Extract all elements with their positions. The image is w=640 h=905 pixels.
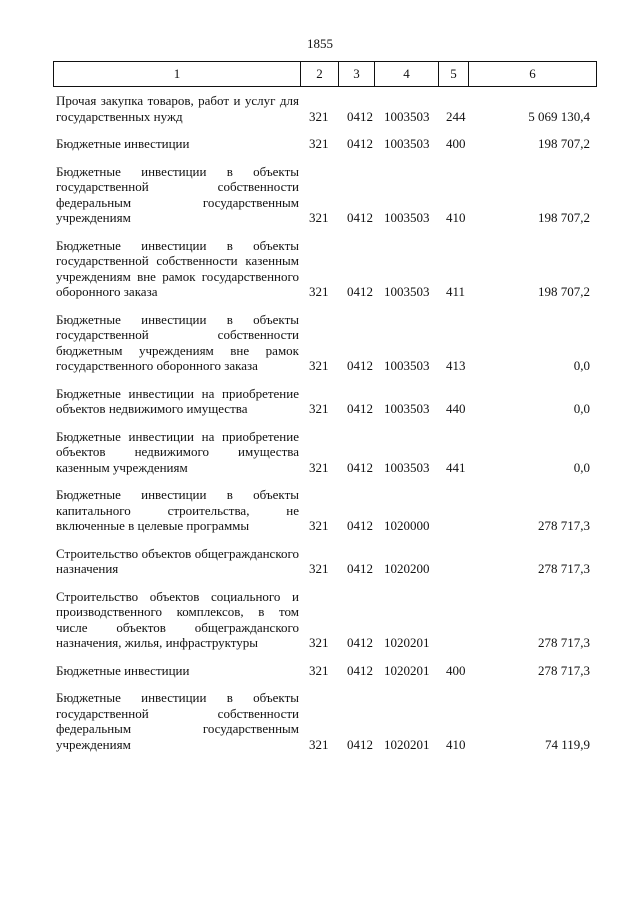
row-description: Бюджетные инвестиции на приобретение объектов недвижимого имущества [56, 385, 299, 416]
row-col-2: 321 [309, 108, 329, 124]
row-col-4: 1020201 [384, 635, 430, 650]
column-header-5: 5 [439, 62, 469, 87]
row-col-3: 0412 [347, 210, 373, 225]
row-col-2: 321 [309, 401, 329, 416]
row-col-3: 0412 [347, 358, 373, 373]
row-col-2: 321 [309, 736, 329, 752]
row-description: Прочая закупка товаров, работ и услуг для государственных нужд [56, 93, 299, 124]
row-col-2: 321 [309, 518, 329, 533]
row-col-5: 400 [446, 136, 466, 151]
table-row [53, 589, 596, 651]
table-row [53, 663, 596, 679]
row-col-6: 278 717,3 [538, 561, 590, 576]
row-col-2: 321 [309, 284, 329, 299]
row-col-3: 0412 [347, 635, 373, 650]
row-col-5: 441 [446, 459, 466, 475]
column-header-1: 1 [54, 62, 301, 87]
row-col-5: 400 [446, 662, 466, 678]
row-col-3: 0412 [347, 736, 373, 752]
row-col-4: 1020201 [384, 736, 430, 752]
row-col-5: 440 [446, 401, 466, 416]
row-col-2: 321 [309, 358, 329, 373]
row-description: Бюджетные инвестиции в объекты государственной собственности федеральным государственным учреждениям [56, 163, 299, 225]
row-col-3: 0412 [347, 662, 373, 678]
row-col-2: 321 [309, 662, 329, 678]
row-description: Бюджетные инвестиции [56, 136, 190, 151]
row-description: Бюджетные инвестиции в объекты государственной собственности федеральным государственным учреждениям [56, 690, 299, 752]
row-col-2: 321 [309, 136, 329, 151]
row-description: Бюджетные инвестиции [56, 662, 190, 678]
row-col-3: 0412 [347, 401, 373, 416]
column-header-3: 3 [339, 62, 375, 87]
table-row [53, 546, 596, 577]
table-row [53, 238, 596, 300]
row-col-6: 0,0 [573, 401, 590, 416]
row-description: Бюджетные инвестиции в объекты капитального строительства, не включенные в целевые программы [56, 487, 299, 533]
table-row [53, 487, 596, 534]
column-header-4: 4 [375, 62, 439, 87]
budget-table-body [53, 93, 596, 764]
column-header-row [54, 62, 597, 87]
row-col-2: 321 [309, 635, 329, 650]
row-col-3: 0412 [347, 459, 373, 475]
column-header-6: 6 [469, 62, 597, 87]
row-col-3: 0412 [347, 136, 373, 151]
row-col-5: 244 [446, 108, 466, 124]
table-row [53, 136, 596, 152]
table-row [53, 690, 596, 752]
row-col-3: 0412 [347, 284, 373, 299]
row-col-6: 198 707,2 [538, 210, 590, 225]
row-description: Строительство объектов общегражданского назначения [56, 545, 299, 576]
table-row [53, 164, 596, 226]
table-row [53, 429, 596, 476]
table-row [53, 386, 596, 417]
row-col-4: 1020200 [384, 561, 430, 576]
row-col-4: 1003503 [384, 459, 430, 475]
row-col-2: 321 [309, 561, 329, 576]
row-col-5: 411 [446, 284, 466, 299]
row-col-2: 321 [309, 459, 329, 475]
row-col-4: 1003503 [384, 401, 430, 416]
row-col-4: 1020201 [384, 662, 430, 678]
row-col-4: 1003503 [384, 136, 430, 151]
page-number: 1855 [307, 36, 333, 51]
row-col-4: 1003503 [384, 210, 430, 225]
row-description: Бюджетные инвестиции в объекты государственной собственности бюджетным учреждениям вне рамок государственного оборонного заказа [56, 311, 299, 373]
row-col-6: 74 119,9 [544, 736, 590, 752]
row-col-6: 278 717,3 [538, 662, 590, 678]
row-col-6: 278 717,3 [538, 635, 590, 650]
row-col-4: 1003503 [384, 284, 430, 299]
table-row [53, 93, 596, 124]
row-description: Бюджетные инвестиции в объекты государственной собственности казенным учреждениям вне рамок государственного оборонного заказа [56, 237, 299, 299]
row-col-2: 321 [309, 210, 329, 225]
row-col-4: 1003503 [384, 108, 430, 124]
row-col-3: 0412 [347, 518, 373, 533]
row-col-4: 1003503 [384, 358, 430, 373]
row-col-6: 5 069 130,4 [528, 108, 590, 124]
row-col-4: 1020000 [384, 518, 430, 533]
table-row [53, 312, 596, 374]
column-header-2: 2 [301, 62, 339, 87]
row-col-6: 278 717,3 [538, 518, 590, 533]
row-col-3: 0412 [347, 108, 373, 124]
row-col-6: 0,0 [573, 459, 590, 475]
row-col-3: 0412 [347, 561, 373, 576]
row-col-6: 198 707,2 [538, 136, 590, 151]
column-header-table [53, 61, 597, 87]
row-col-5: 410 [446, 210, 466, 225]
row-col-6: 198 707,2 [538, 284, 590, 299]
row-description: Бюджетные инвестиции на приобретение объектов недвижимого имущества казенным учреждениям [56, 428, 299, 475]
row-col-5: 413 [446, 358, 466, 373]
row-col-5: 410 [446, 736, 466, 752]
row-description: Строительство объектов социального и производственного комплексов, в том числе объектов общегражданского назначения, жилья, инфраструктуры [56, 588, 299, 650]
row-col-6: 0,0 [573, 358, 590, 373]
